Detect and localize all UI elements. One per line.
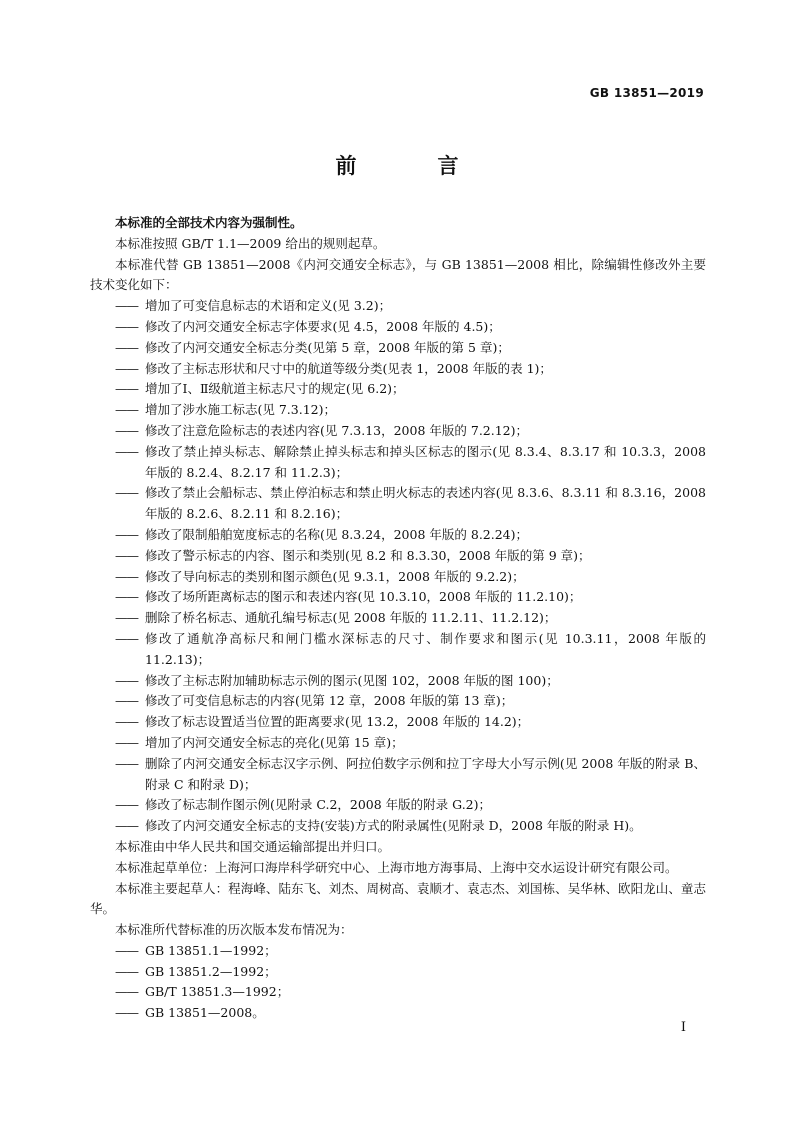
preface-body [90,213,706,1024]
dash-marker: —— [115,381,138,397]
list-item-text: 修改了场所距离标志的图示和表述内容(见 10.3.10，2008 年版的 11.2.10)； [145,589,582,605]
list-item-text: 修改了主标志形状和尺寸中的航道等级分类(见表 1，2008 年版的表 1)； [145,360,552,376]
dash-marker: —— [115,610,138,626]
mandatory-statement: 本标准的全部技术内容为强制性。 [115,215,303,230]
dash-marker: —— [115,589,138,605]
list-item-text: 修改了限制船舶宽度标志的名称(见 8.3.24，2008 年版的 8.2.24)； [145,526,529,542]
dash-marker: —— [115,485,138,501]
dash-marker: —— [115,755,138,771]
list-item [90,379,706,400]
list-item [90,816,706,837]
list-item [90,754,706,796]
main-drafters: 本标准主要起草人：程海峰、陆东飞、刘杰、周树高、袁顺才、袁志杰、刘国栋、吴华林、欧阳龙山、童志华。 [90,880,706,917]
dash-marker: —— [115,797,138,813]
page-title: 前 言 [335,154,489,178]
list-item [90,587,706,608]
list-item [90,421,706,442]
list-item [90,296,706,317]
list-item-text: 修改了注意危险标志的表述内容(见 7.3.13，2008 年版的 7.2.12)； [145,422,529,438]
list-item [90,795,706,816]
dash-marker: —— [115,339,138,355]
dash-marker: —— [115,942,138,958]
list-item-text: GB 13851.2—1992； [145,963,277,979]
proposer-statement: 本标准由中华人民共和国交通运输部提出并归口。 [115,838,391,854]
list-item [90,982,706,1003]
standard-code: GB 13851—2019 [589,86,704,100]
dash-marker: —— [115,630,138,646]
dash-marker: —— [115,402,138,418]
list-item-text: 修改了导向标志的类别和图示颜色(见 9.3.1，2008 年版的 9.2.2)； [145,568,525,584]
list-item [90,671,706,692]
list-item-text: GB 13851.1—1992； [145,942,277,958]
dash-marker: —— [115,1005,138,1021]
list-item-text: 修改了内河交通安全标志的支持(安装)方式的附录属性(见附录 D，2008 年版的附录 H)。 [145,818,642,834]
list-item-text: 修改了禁止会船标志、禁止停泊标志和禁止明火标志的表述内容(见 8.3.6、8.3.11 和 8.3.16，2008 年版的 8.2.6、8.2.11 和 8.2.16)； [145,485,706,522]
dash-marker: —— [115,360,138,376]
list-item-text: 增加了Ⅰ、Ⅱ级航道主标志尺寸的规定(见 6.2)； [145,381,405,397]
list-item [90,483,706,525]
history-statement: 本标准所代替标准的历次版本发布情况为： [115,922,353,938]
dash-marker: —— [115,984,138,1000]
dash-marker: —— [115,318,138,334]
list-item [90,567,706,588]
list-item-text: 删除了桥名标志、通航孔编号标志(见 2008 年版的 11.2.11、11.2.12)； [145,610,557,626]
dash-marker: —— [115,568,138,584]
dash-marker: —— [115,672,138,688]
list-item-text: 增加了内河交通安全标志的亮化(见第 15 章)； [145,734,404,750]
drafting-organizations: 本标准起草单位：上海河口海岸科学研究中心、上海市地方海事局、上海中交水运设计研究有限公司。 [115,859,678,875]
list-item [90,691,706,712]
list-item [90,338,706,359]
list-item-text: 增加了涉水施工标志(见 7.3.12)； [145,402,336,418]
dash-marker: —— [115,714,138,730]
dash-marker: —— [115,693,138,709]
drafting-rule-statement: 本标准按照 GB/T 1.1—2009 给出的规则起草。 [115,235,386,251]
list-item [90,1003,706,1024]
dash-marker: —— [115,734,138,750]
dash-marker: —— [115,298,138,314]
list-item-text: 增加了可变信息标志的术语和定义(见 3.2)； [145,298,392,314]
list-item [90,941,706,962]
replacement-statement: 本标准代替 GB 13851—2008《内河交通安全标志》，与 GB 13851—2008 相比，除编辑性修改外主要技术变化如下： [90,256,706,293]
list-item [90,317,706,338]
dash-marker: —— [115,547,138,563]
list-item-text: 修改了警示标志的内容、图示和类别(见 8.2 和 8.3.30，2008 年版的第 9 章)； [145,547,591,563]
list-item-text: 修改了内河交通安全标志分类(见第 5 章，2008 年版的第 5 章)； [145,339,510,355]
list-item [90,546,706,567]
dash-marker: —— [115,526,138,542]
list-item [90,733,706,754]
list-item-text: 修改了主标志附加辅助标志示例的图示(见图 102，2008 年版的图 100)； [145,672,559,688]
list-item [90,442,706,484]
changes-list [90,296,706,837]
dash-marker: —— [115,443,138,459]
dash-marker: —— [115,818,138,834]
list-item-text: 删除了内河交通安全标志汉字示例、阿拉伯数字示例和拉丁字母大小写示例(见 2008 年版的附录 B、附录 C 和附录 D)； [145,755,706,792]
list-item-text: 修改了通航净高标尺和闸门槛水深标志的尺寸、制作要求和图示(见 10.3.11，2008 年版的 11.2.13)； [145,630,706,667]
history-list [90,941,706,1024]
list-item [90,359,706,380]
list-item [90,525,706,546]
list-item-text: GB/T 13851.3—1992； [145,984,290,1000]
list-item [90,962,706,983]
list-item [90,712,706,733]
list-item-text: 修改了可变信息标志的内容(见第 12 章，2008 年版的第 13 章)； [145,693,514,709]
list-item-text: GB 13851—2008。 [145,1005,265,1021]
list-item [90,608,706,629]
list-item-text: 修改了禁止掉头标志、解除禁止掉头标志和掉头区标志的图示(见 8.3.4、8.3.17 和 10.3.3，2008 年版的 8.2.4、8.2.17 和 11.2.3)； [145,443,706,480]
list-item [90,400,706,421]
dash-marker: —— [115,422,138,438]
dash-marker: —— [115,963,138,979]
list-item-text: 修改了内河交通安全标志字体要求(见 4.5，2008 年版的 4.5)； [145,318,501,334]
page-number: Ⅰ [680,1020,686,1035]
list-item-text: 修改了标志设置适当位置的距离要求(见 13.2，2008 年版的 14.2)； [145,714,530,730]
list-item [90,629,706,671]
list-item-text: 修改了标志制作图示例(见附录 C.2，2008 年版的附录 G.2)； [145,797,491,813]
